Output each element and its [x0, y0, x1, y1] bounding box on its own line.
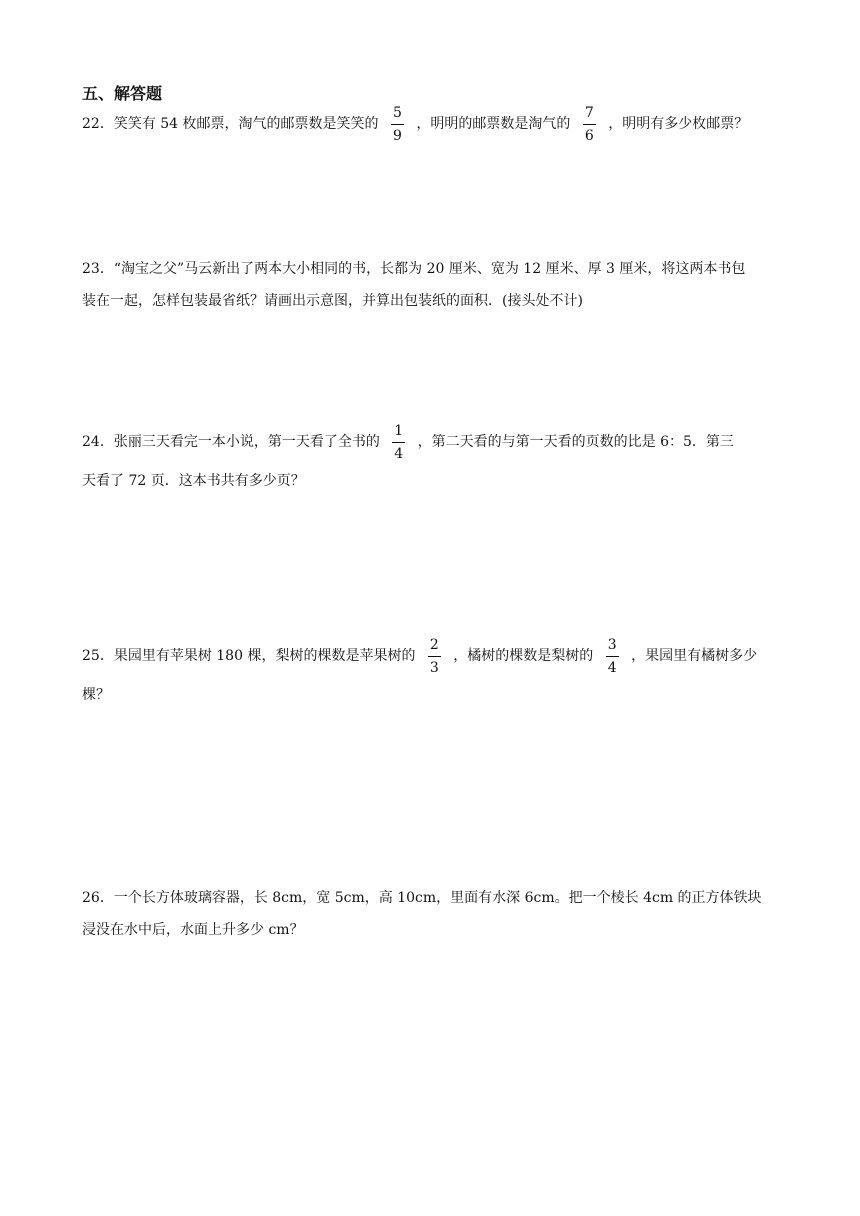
fraction-denominator: 3	[429, 659, 439, 676]
question-text: 果园里有苹果树 180 棵，梨树的棵数是苹果树的	[113, 648, 416, 664]
question-text: 张丽三天看完一本小说，第一天看了全书的	[113, 434, 380, 450]
question-text: 棵？	[82, 687, 110, 703]
question-line	[82, 470, 305, 492]
question-text: 天看了 72 页．这本书共有多少页？	[82, 473, 305, 489]
question-text: ，橘树的棵数是梨树的	[453, 648, 594, 664]
question-line	[82, 684, 110, 706]
question-line	[82, 102, 748, 146]
question-text: 浸没在水中后，水面上升多少 cm？	[82, 922, 304, 938]
question-line	[82, 420, 734, 464]
question-text: ，果园里有橘树多少	[631, 648, 758, 664]
section-title: 五、解答题	[82, 84, 163, 103]
question-line	[82, 290, 583, 312]
question-number: 24．	[82, 434, 114, 450]
question-number: 22．	[82, 116, 114, 132]
question-number: 25．	[82, 648, 114, 664]
question-number: 26．	[82, 890, 114, 906]
question-text: 装在一起，怎样包装最省纸？请画出示意图，并算出包装纸的面积．(接头处不计)	[82, 293, 583, 309]
question-line	[82, 887, 762, 909]
fraction	[606, 636, 619, 677]
fraction-numerator: 7	[583, 104, 596, 125]
question-line	[82, 634, 757, 678]
fraction-numerator: 5	[391, 104, 404, 125]
fraction-numerator: 1	[392, 422, 405, 443]
fraction-denominator: 4	[607, 659, 617, 676]
question-text: “淘宝之父”马云新出了两本大小相同的书，长都为 20 厘米、宽为 12 厘米、厚 3 厘米，将这两本书包	[113, 261, 746, 277]
fraction-numerator: 2	[428, 636, 441, 657]
fraction-denominator: 6	[584, 127, 594, 144]
question-number: 23．	[82, 261, 114, 277]
fraction-denominator: 9	[393, 127, 402, 144]
question-text: ，第二天看的与第一天看的页数的比是 6：5．第三	[417, 434, 734, 450]
question-text: ，明明的邮票数是淘气的	[416, 116, 571, 132]
fraction	[392, 422, 405, 463]
fraction-denominator: 4	[394, 445, 404, 462]
question-text: 一个长方体玻璃容器，长 8cm，宽 5cm，高 10cm，里面有水深 6cm。把一个棱长 4cm 的正方体铁块	[113, 890, 762, 906]
fraction	[391, 104, 404, 145]
fraction	[428, 636, 441, 677]
question-text: ，明明有多少枚邮票？	[608, 116, 749, 132]
fraction	[583, 104, 596, 145]
question-line	[82, 919, 304, 941]
question-line	[82, 258, 745, 280]
question-text: 笑笑有 54 枚邮票，淘气的邮票数是笑笑的	[113, 116, 379, 132]
fraction-numerator: 3	[606, 636, 619, 657]
